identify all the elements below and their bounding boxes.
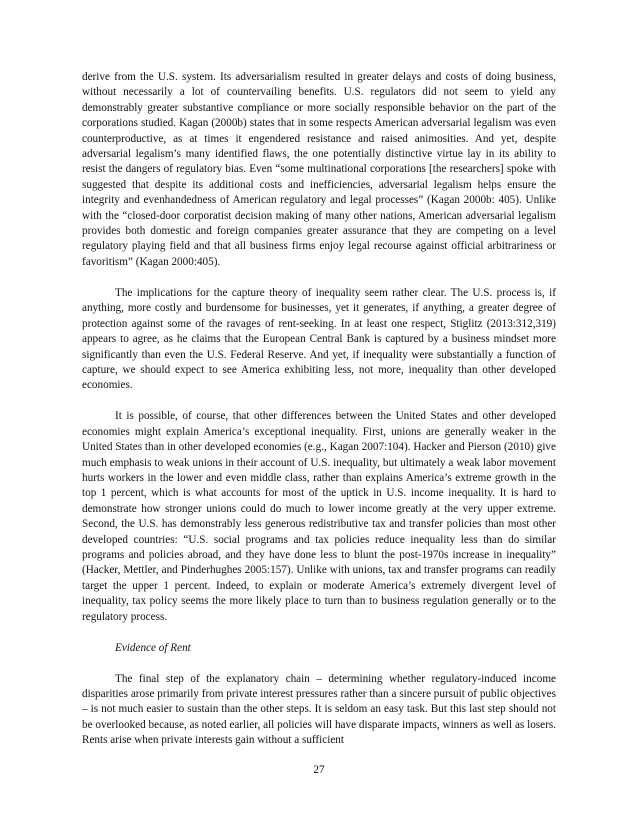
page-body <box>82 70 556 764</box>
paragraph-1: derive from the U.S. system. Its adversarialism resulted in greater delays and costs of doing business, without necessarily a lot of countervailing benefits. U.S. regulators did not seem to yield any demonstrably greater substantive compliance or more socially responsible behavior on the part of the corporations studied. Kagan (2000b) states that in some respects American adversarial legalism was even counterproductive, as at times it engendered resistance and raised animosities. And yet, despite adversarial legalism’s many identified flaws, the one potentially distinctive virtue lay in its ability to resist the dangers of regulatory bias. Even “some multinational corporations [the researchers] spoke with suggested that despite its additional costs and inefficiencies, adversarial legalism helps ensure the integrity and evenhandedness of American regulatory and legal processes” (Kagan 2000b: 405). Unlike with the “closed-door corporatist decision making of many other nations, American adversarial legalism provides both domestic and foreign companies greater assurance that they are competing on a level regulatory playing field and that all business firms enjoy legal recourse against official arbitrariness or favoritism” (Kagan 2000:405). <box>82 71 556 268</box>
page-number: 27 <box>313 764 325 776</box>
paragraph-4: The final step of the explanatory chain – determining whether regulatory-induced income disparities arose primarily from private interest pressures rather than a sincere pursuit of public objectives – is not much easier to sustain than the other steps. It is seldom an easy task. But this last step should not be overlooked because, as noted earlier, all policies will have disparate impacts, winners as well as losers. Rents arise when private interests gain without a sufficient <box>82 672 556 747</box>
section-heading: Evidence of Rent <box>115 641 191 654</box>
paragraph-3: It is possible, of course, that other differences between the United States and other developed economies might explain America’s exceptional inequality. First, unions are generally weaker in the United States than in other developed economies (e.g., Kagan 2007:104). Hacker and Pierson (2010) give much emphasis to weak unions in their account of U.S. inequality, but ultimately a weak labor movement hurts workers in the lower and even middle class, rather than explains America’s extreme growth in the top 1 percent, which is what accounts for most of the uptick in U.S. income inequality. It is hard to demonstrate how stronger unions could do much to lower income greatly at the very upper extreme. Second, the U.S. has demonstrably less generous redistributive tax and transfer policies than most other developed countries: “U.S. social programs and tax policies reduce inequality less than do similar programs and policies abroad, and they have done less to blunt the post-1970s increase in inequality” (Hacker, Mettler, and Pinderhughes 2005:157). Unlike with unions, tax and transfer programs can readily target the upper 1 percent. Indeed, to explain or moderate America’s extremely divergent level of inequality, tax policy seems the more likely place to turn than to business regulation generally or to the regulatory process. <box>82 410 556 623</box>
paragraph-2: The implications for the capture theory of inequality seem rather clear. The U.S. process is, if anything, more costly and burdensome for businesses, yet it generates, if anything, a greater degree of protection against some of the ravages of rent-seeking. In at least one respect, Stiglitz (2013:312,319) appears to agree, as he claims that the European Central Bank is captured by a business mindset more significantly than even the U.S. Federal Reserve. And yet, if inequality were substantially a function of capture, we should expect to see America exhibiting less, not more, inequality than other developed economies. <box>82 286 556 392</box>
